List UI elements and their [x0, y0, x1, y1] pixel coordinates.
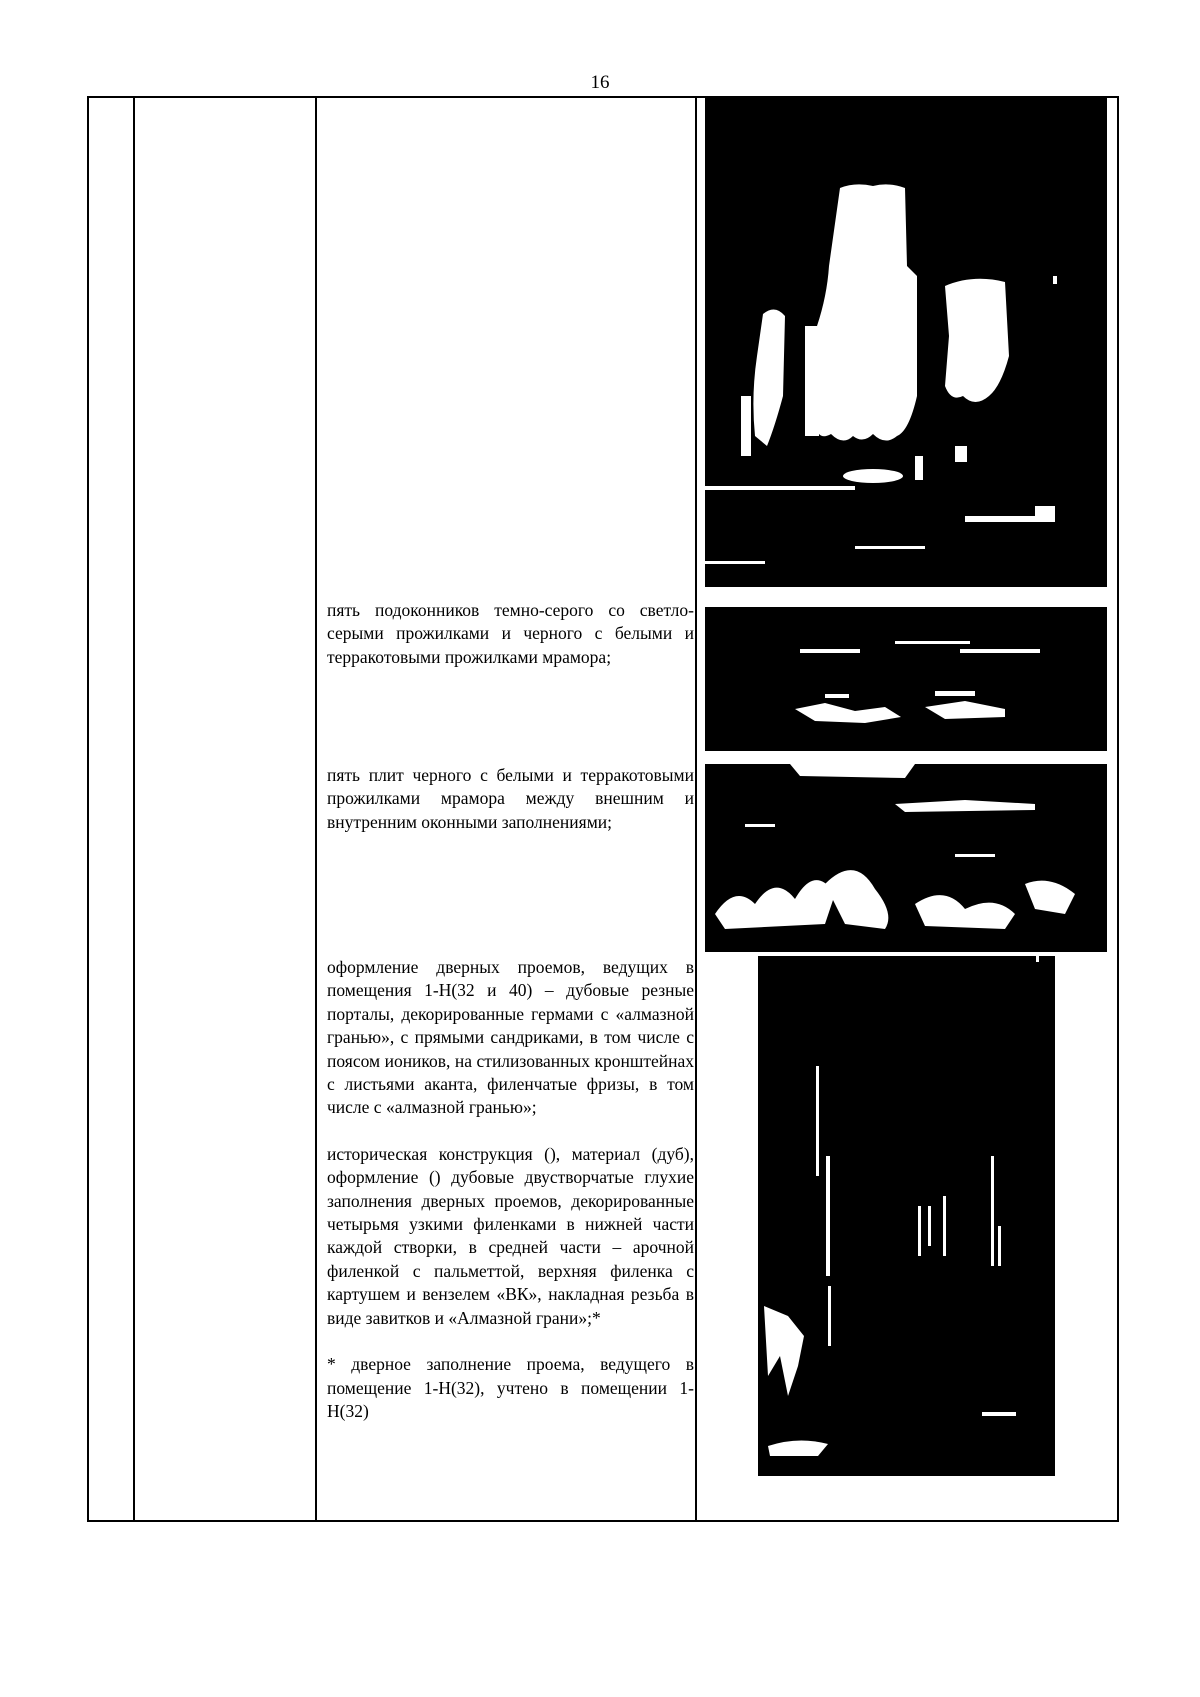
column-divider-2 — [315, 96, 317, 1522]
column-divider-3 — [695, 96, 697, 1522]
text-door-portals-note: * дверное заполнение проема, ведущего в помещение 1-Н(32), учтено в помещении 1-Н(32) — [327, 1354, 694, 1421]
column-divider-1 — [133, 96, 135, 1522]
text-door-portals — [327, 956, 694, 1423]
table-border-bottom — [87, 1520, 1119, 1522]
photo-interior-windows-with-curtains — [705, 96, 1107, 587]
text-door-portals-paragraph-2: историческая конструкция (), материал (дуб), оформление () дубовые двустворчатые глухие заполнения дверных проемов, декорированные четырьмя узкими филенками в нижней части каждой створки, в средней части – арочной филенкой с пальметтой, верхняя филенка с картушем и вензелем «ВК», накладная резьба в виде завитков и «Алмазной грани»;* — [327, 1143, 694, 1328]
text-door-portals-paragraph-1: оформление дверных проемов, ведущих в помещения 1-Н(32 и 40) – дубовые резные порталы, декорированные гермами с «алмазной гранью», с прямыми сандриками, в том числе с поясом иоников, на стилизованных кронштейнах с листьями аканта, филенчатые фризы, в том числе с «алмазной гранью»; — [327, 957, 694, 1118]
photo-oak-door-portal — [758, 956, 1055, 1476]
object-table — [87, 96, 1119, 1522]
photo-marble-slabs — [705, 764, 1107, 952]
text-marble-slabs: пять плит черного с белыми и терракотовыми прожилками мрамора между внешним и внутренним оконными заполнениями; — [327, 765, 694, 832]
page-number: 16 — [590, 72, 610, 93]
photo-marble-windowsills — [705, 599, 1107, 751]
table-border-right — [1117, 96, 1119, 1522]
text-windowsills: пять подоконников темно-серого со светло-серыми прожилками и черного с белыми и терракотовыми прожилками мрамора; — [327, 600, 694, 667]
table-border-left — [87, 96, 89, 1522]
